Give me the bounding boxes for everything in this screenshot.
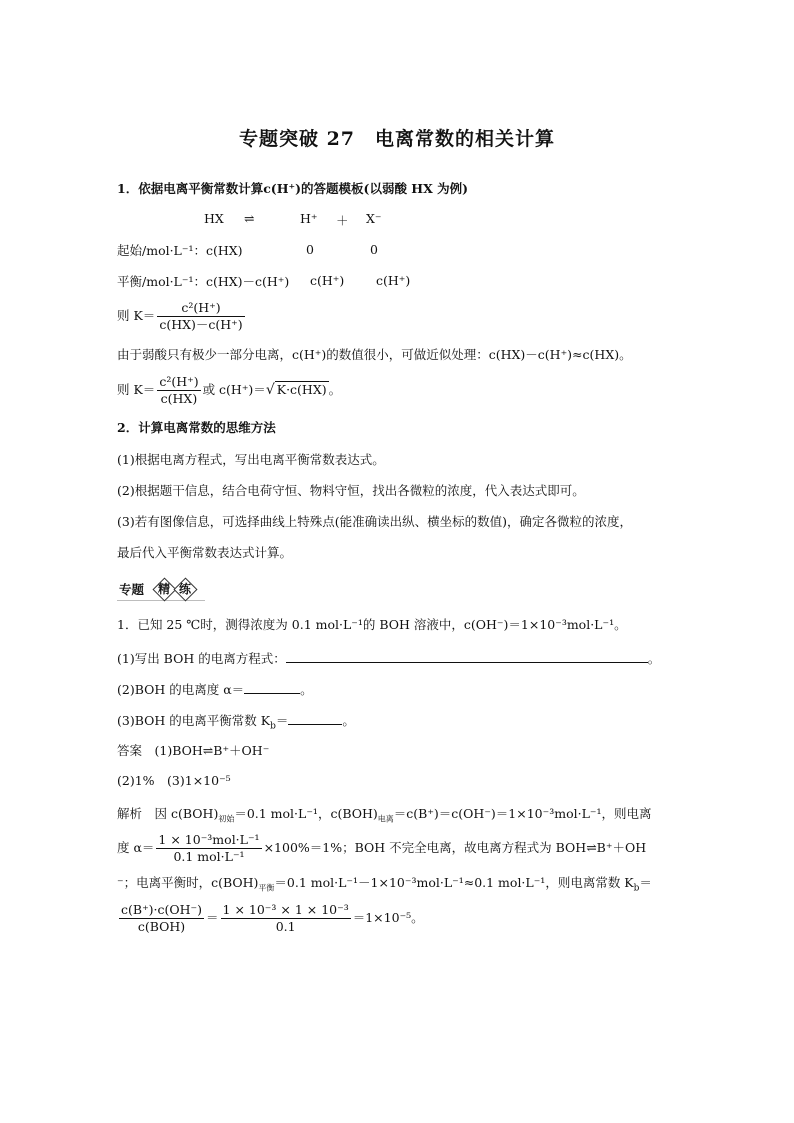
equilibrium-row-label: 平衡/mol·L⁻¹：c(HX)－c(H⁺) [117, 274, 290, 289]
sqrt-icon: √ [265, 382, 275, 398]
subquestion-3-sub: b [270, 721, 276, 732]
k-formula [117, 300, 247, 333]
approximation-text: 由于弱酸只有极少一部分电离，c(H⁺)的数值很小，可做近似处理：c(HX)－c(H⁺)≈c(HX)。 [117, 347, 632, 362]
answer-label: 答案 [117, 743, 143, 758]
answer-1: (1)BOH⇌B⁺＋OH⁻ [154, 743, 270, 758]
start-row-label: 起始/mol·L⁻¹：c(HX) [117, 243, 243, 258]
k-denominator: c(HX)－c(H⁺) [159, 317, 243, 332]
explanation-text: ＝ [206, 910, 219, 925]
subscript-ionized: 电离 [377, 814, 394, 824]
explanation-text: ＝0.1 mol·L⁻¹－1×10⁻³mol·L⁻¹≈0.1 mol·L⁻¹，则电离常数 K [274, 875, 634, 890]
explanation-line-2 [117, 832, 646, 865]
explanation-text: ＝c(B⁺)＝c(OH⁻)＝1×10⁻³mol·L⁻¹，则电离 [393, 806, 652, 821]
explanation-line-4 [117, 902, 424, 935]
answer-blank-1[interactable] [286, 648, 648, 663]
answer-line [117, 742, 269, 760]
alpha-numerator: 1 × 10⁻³mol·L⁻¹ [158, 832, 260, 847]
question-stem: 1．已知 25 ℃时，测得浓度为 0.1 mol·L⁻¹的 BOH 溶液中，c(OH⁻)＝1×10⁻³mol·L⁻¹。 [117, 617, 627, 632]
practice-badge [117, 578, 205, 601]
kb-value-numerator: 1 × 10⁻³ × 1 × 10⁻³ [222, 902, 349, 917]
k2-mid: 或 c(H⁺)＝ [202, 382, 266, 397]
section-1-heading: 1．依据电离平衡常数计算c(H⁺)的答题模板(以弱酸 HX 为例) [117, 181, 469, 196]
subquestion-2-end: 。 [300, 682, 313, 697]
subquestion-2-text: (2)BOH 的电离度 α＝ [117, 682, 245, 697]
kb-value-fraction [221, 902, 351, 935]
kb-value-denominator: 0.1 [275, 919, 296, 934]
equilibrium-row-x: c(H⁺) [376, 273, 411, 288]
eq-x: X⁻ [366, 211, 382, 226]
k-prefix: 则 K＝ [117, 308, 156, 323]
subquestion-1-end: 。 [647, 651, 661, 666]
subquestion-3 [117, 710, 355, 736]
k2-denominator: c(HX) [160, 391, 198, 406]
start-row-x: 0 [370, 242, 378, 257]
method-2: (2)根据题干信息，结合电荷守恒、物料守恒，找出各微粒的浓度，代入表达式即可。 [117, 483, 585, 498]
badge-label: 专题 [119, 582, 145, 597]
k2-numerator: c²(H⁺) [159, 374, 199, 389]
answer-blank-2[interactable] [244, 679, 300, 694]
eq-plus: ＋ [336, 213, 349, 228]
k2-fraction [157, 374, 200, 407]
k-numerator: c²(H⁺) [157, 300, 244, 317]
answer-blank-3[interactable] [288, 710, 342, 725]
explanation-line-1 [117, 805, 652, 829]
start-row-h: 0 [306, 242, 314, 257]
k2-prefix: 则 K＝ [117, 382, 156, 397]
explanation-text: ＝ [639, 875, 652, 890]
subquestion-1 [117, 648, 660, 668]
eq-arrow: ⇌ [244, 211, 255, 226]
subquestion-3-end: 。 [342, 713, 355, 728]
k-fraction [157, 300, 244, 333]
alpha-fraction [156, 832, 261, 865]
explanation-text: ＝1×10⁻⁵。 [352, 910, 424, 925]
k-approx-formula [117, 374, 341, 407]
explanation-label: 解析 [117, 806, 143, 821]
subquestion-3-text: (3)BOH 的电离平衡常数 K [117, 713, 271, 728]
kb-fraction [119, 902, 204, 935]
page-title: 专题突破 27 电离常数的相关计算 [238, 128, 556, 150]
subscript-b: b [633, 883, 640, 894]
k2-end: 。 [328, 382, 342, 397]
subquestion-3-eq: ＝ [275, 713, 289, 728]
kb-numerator: c(B⁺)·c(OH⁻) [121, 902, 203, 917]
method-1: (1)根据电离方程式，写出电离平衡常数表达式。 [117, 452, 385, 467]
eq-h: H⁺ [300, 211, 318, 226]
section-2-heading: 2．计算电离常数的思维方法 [117, 420, 276, 435]
subquestion-2 [117, 679, 313, 699]
badge-char-1: 精 [158, 582, 171, 596]
explanation-line-3 [117, 874, 652, 898]
method-3: (3)若有图像信息，可选择曲线上特殊点(能准确读出纵、横坐标的数值)，确定各微粒的浓度， [117, 514, 632, 529]
explanation-text: ×100%＝1%；BOH 不完全电离，故电离方程式为 BOH⇌B⁺＋OH [263, 840, 647, 855]
subscript-initial: 初始 [218, 814, 235, 824]
answer-2-3: (2)1% (3)1×10⁻⁵ [117, 773, 231, 788]
explanation-text: ＝0.1 mol·L⁻¹，c(BOH) [234, 806, 378, 821]
kb-denominator: c(BOH) [137, 919, 186, 934]
equilibrium-row-h: c(H⁺) [310, 273, 345, 288]
subscript-equilibrium: 平衡 [258, 883, 275, 893]
explanation-text: ⁻；电离平衡时，c(BOH) [117, 875, 259, 890]
subquestion-1-text: (1)写出 BOH 的电离方程式： [117, 651, 286, 666]
k2-sqrt-content: K·c(HX) [276, 382, 327, 397]
method-3-continued: 最后代入平衡常数表达式计算。 [117, 545, 293, 560]
badge-char-2: 练 [179, 582, 192, 596]
eq-hx: HX [204, 211, 224, 226]
alpha-denominator: 0.1 mol·L⁻¹ [173, 849, 245, 864]
explanation-text: 度 α＝ [117, 840, 155, 855]
explanation-text: 因 c(BOH) [154, 806, 219, 821]
